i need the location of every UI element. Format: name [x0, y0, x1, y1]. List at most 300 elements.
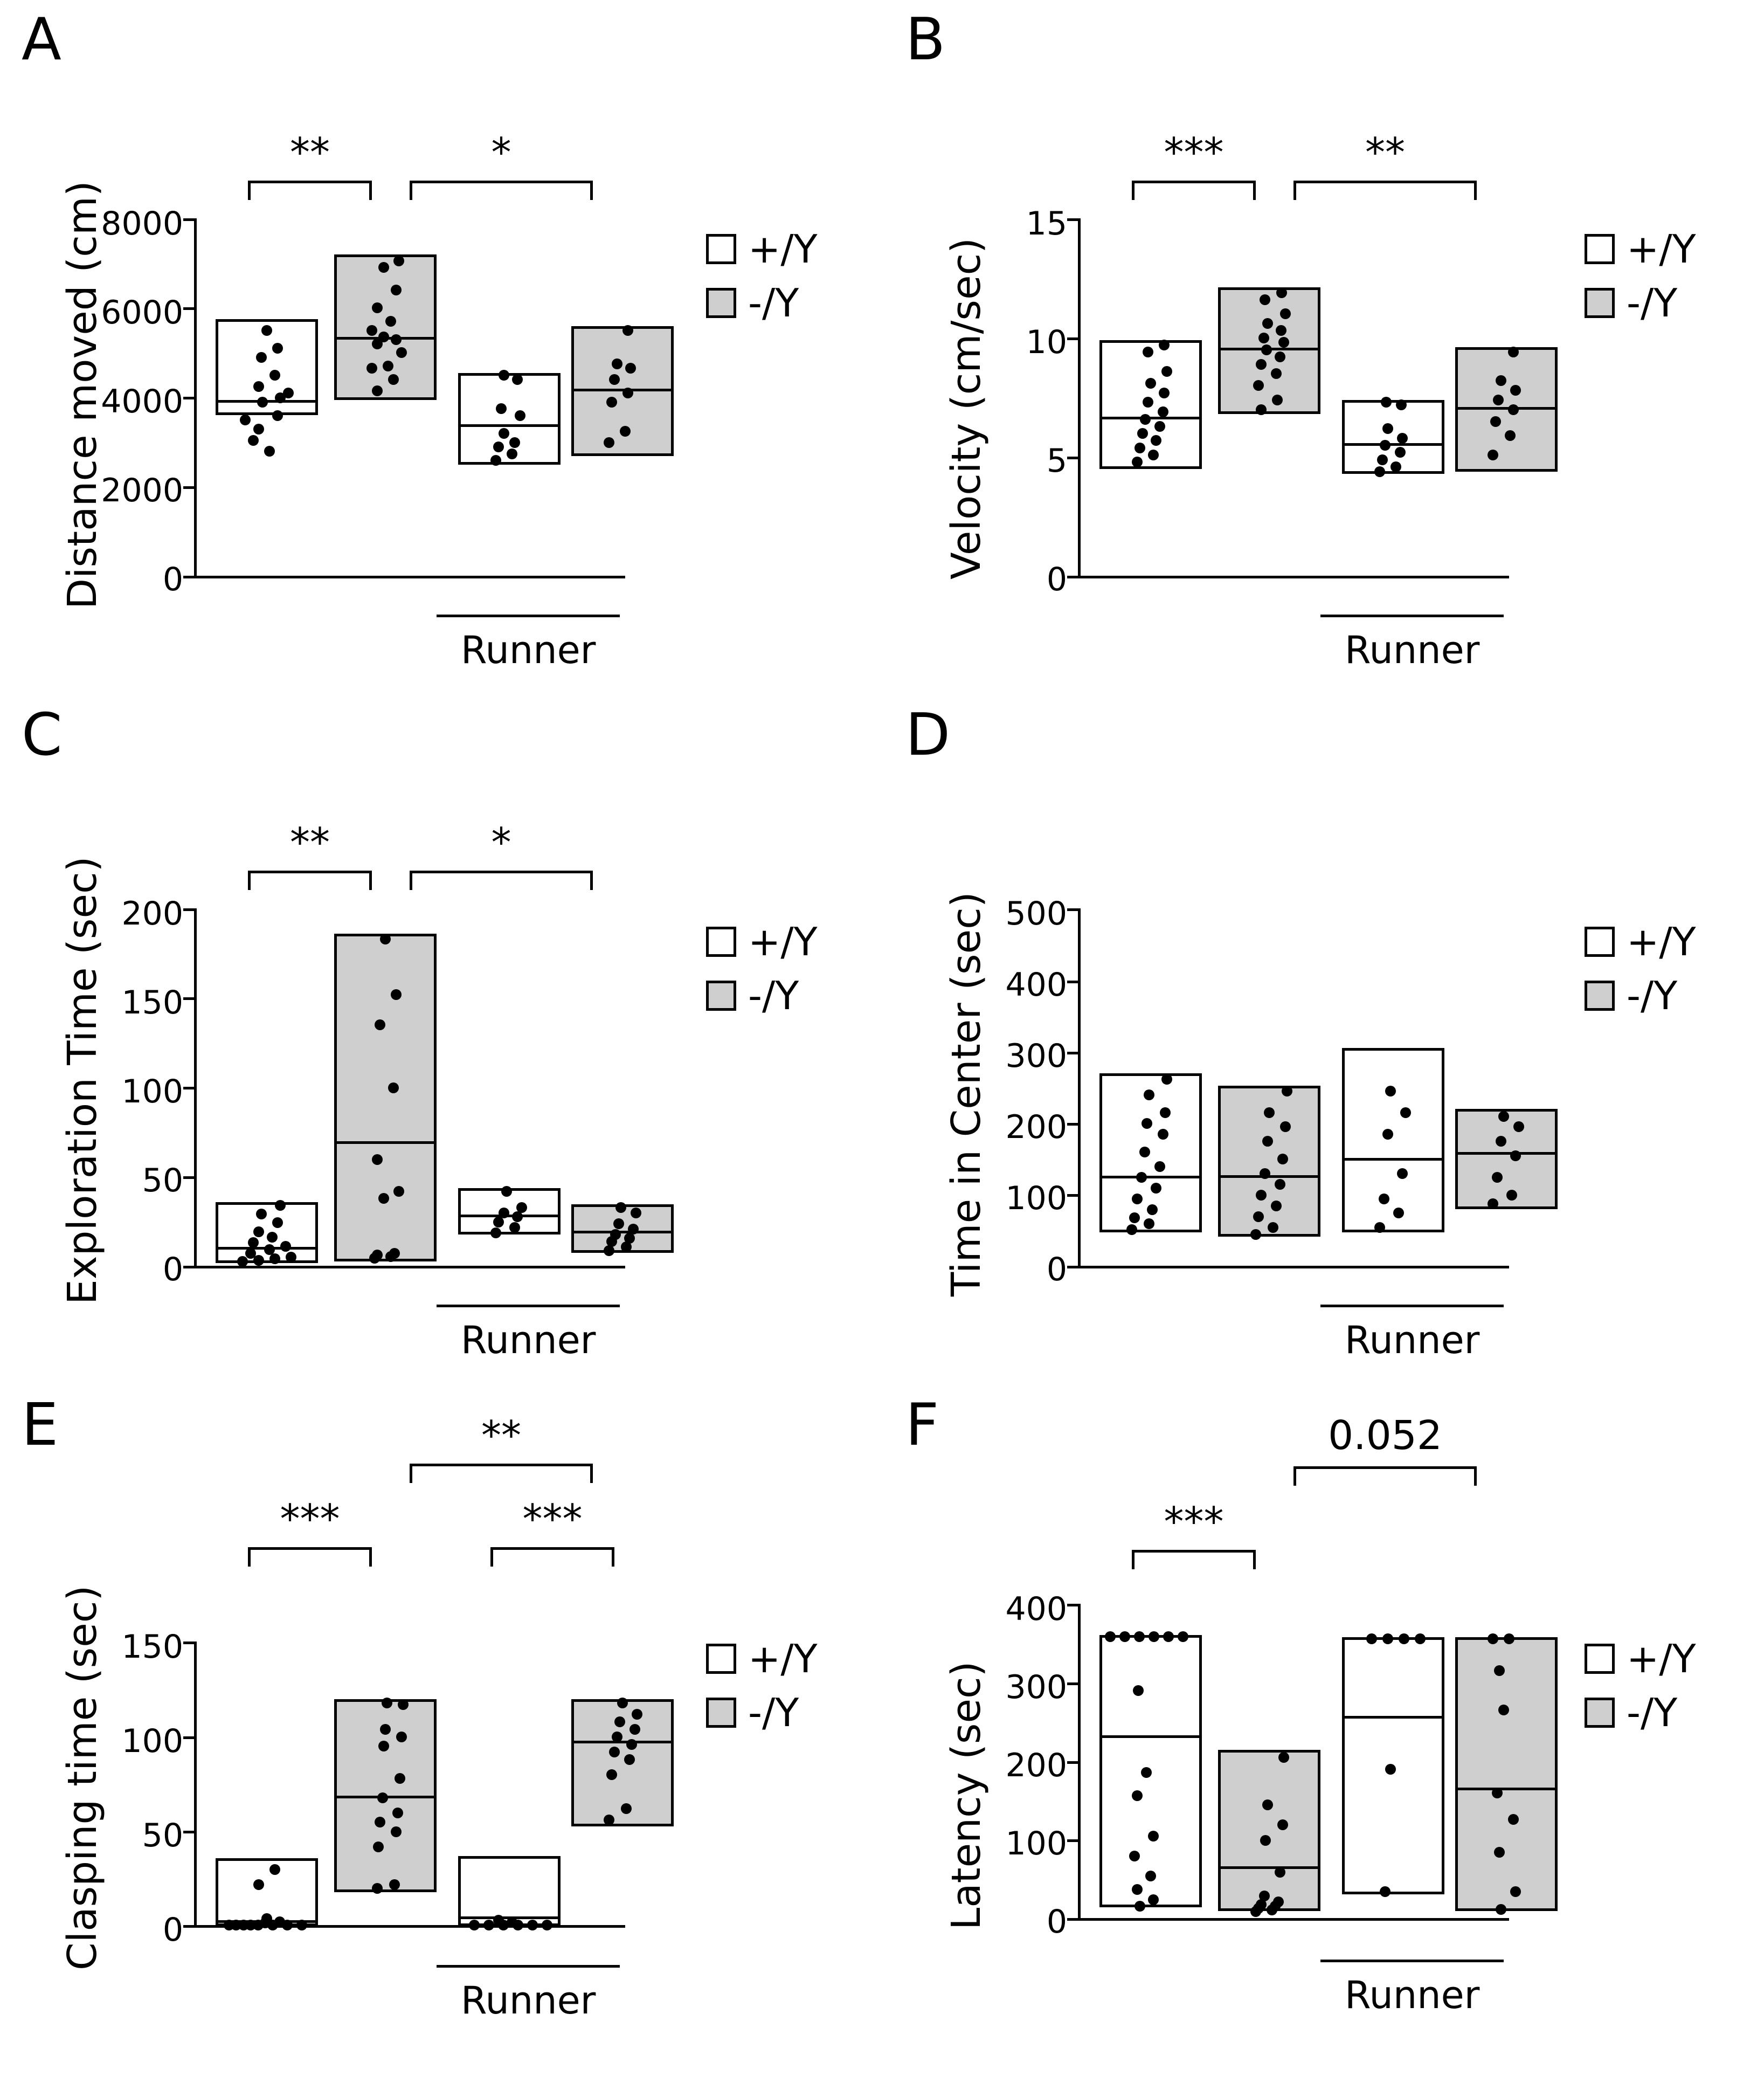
panel-b-point [1396, 399, 1407, 410]
panel-c-ytick-0 [183, 1266, 195, 1268]
panel-a-point [272, 343, 283, 354]
panel-e-point [527, 1920, 538, 1930]
panel-c-point [509, 1222, 520, 1233]
panel-b-point [1508, 404, 1519, 415]
legend-label: -/Y [748, 1690, 799, 1735]
panel-e-sig-label-1: *** [280, 1496, 340, 1542]
panel-d-point [1144, 1218, 1154, 1229]
panel-f-sig-label-1: *** [1164, 1499, 1224, 1545]
panel-e-point [377, 1792, 388, 1803]
panel-e-point [493, 1915, 504, 1926]
panel-d-point [1136, 1172, 1147, 1183]
legend-swatch-open-icon [706, 927, 736, 957]
panel-b-sig-label-1: *** [1164, 129, 1224, 176]
panel-a-ytick-label-1: 2000 [101, 472, 183, 509]
panel-d-box-wt-runner [1342, 1048, 1444, 1232]
panel-f-point [1277, 1819, 1288, 1830]
panel-d-ytick-5 [1067, 908, 1079, 911]
panel-b-point [1143, 397, 1153, 408]
legend-label: -/Y [1627, 973, 1678, 1018]
panel-e-point [629, 1724, 640, 1735]
panel-e-point [626, 1739, 637, 1750]
panel-a-point [283, 388, 294, 398]
panel-e-point [396, 1732, 407, 1742]
panel-d-point [1253, 1211, 1264, 1222]
panel-a-ytick-label-4: 8000 [101, 205, 183, 243]
panel-a-point [515, 410, 525, 421]
panel-a-point [393, 256, 404, 266]
panel-f-box-ko-runner [1455, 1637, 1558, 1911]
panel-b-point [1135, 443, 1145, 453]
panel-a-letter: A [22, 6, 61, 73]
panel-a-point [622, 325, 633, 336]
panel-f-ytick-2 [1067, 1761, 1079, 1764]
panel-d-point [1160, 1107, 1171, 1118]
legend-label: +/Y [748, 226, 818, 272]
panel-c-point [378, 1193, 389, 1204]
panel-c-median-wt-runner [458, 1215, 561, 1217]
panel-e-point [382, 1698, 392, 1708]
panel-d [884, 695, 1764, 1391]
panel-d-point [1492, 1172, 1503, 1183]
panel-c-point [393, 1186, 404, 1197]
panel-a-point [391, 285, 402, 295]
panel-b-point [1381, 397, 1392, 408]
panel-f-sig-bracket-top [1293, 1466, 1477, 1488]
panel-b-point [1280, 308, 1291, 319]
panel-d-ytick-4 [1067, 981, 1079, 983]
panel-e-point [253, 1879, 264, 1890]
legend-label: -/Y [748, 280, 799, 326]
panel-f-point [1163, 1631, 1174, 1642]
panel-d-point [1158, 1129, 1168, 1140]
panel-c-median-ko [334, 1141, 437, 1144]
panel-c-point [631, 1208, 641, 1218]
panel-b-median-wt [1099, 417, 1202, 419]
panel-c-point [516, 1202, 527, 1213]
panel-c-sig-bracket-1 [248, 871, 372, 892]
panel-b-point [1397, 433, 1408, 444]
panel-b-point [1258, 333, 1269, 343]
panel-a-point [383, 361, 393, 371]
panel-c-point [380, 934, 391, 944]
panel-b-runner-label: Runner [1345, 628, 1480, 672]
panel-d-point [1129, 1212, 1140, 1223]
panel-e-ytick-2 [183, 1736, 195, 1739]
panel-d-point [1139, 1147, 1150, 1157]
panel-b-point [1275, 351, 1285, 362]
panel-e-letter: E [22, 1391, 59, 1459]
panel-b-y-axis [1078, 218, 1081, 577]
panel-b-point [1395, 447, 1406, 458]
panel-c-runner-line [437, 1305, 620, 1307]
panel-a-point [499, 428, 509, 439]
panel-d-point [1262, 1136, 1273, 1147]
panel-d-y-axis-title: Time in Center (sec) [943, 892, 990, 1296]
panel-e-point [469, 1920, 480, 1930]
panel-b-point [1377, 454, 1388, 465]
panel-d-point [1142, 1118, 1152, 1129]
panel-b-point [1137, 428, 1148, 439]
panel-b-point [1261, 344, 1272, 355]
panel-f-ytick-label-4: 400 [1005, 1590, 1067, 1628]
panel-c-ytick-label-0: 0 [162, 1251, 183, 1288]
panel-d-point [1282, 1086, 1292, 1096]
panel-a-point [391, 334, 402, 345]
panel-d-point [1506, 1190, 1517, 1201]
panel-a-point [372, 302, 383, 313]
panel-d-point [1275, 1179, 1285, 1190]
legend-label: +/Y [748, 1636, 818, 1681]
panel-f-ytick-label-2: 200 [1005, 1747, 1067, 1784]
panel-e-sig-label-2: *** [522, 1496, 583, 1542]
panel-f-point [1278, 1752, 1289, 1763]
panel-b-point [1159, 388, 1170, 398]
panel-a-point [512, 374, 523, 385]
panel-c-point [624, 1233, 635, 1244]
panel-a-point [272, 410, 283, 421]
panel-c-ytick-1 [183, 1176, 195, 1179]
panel-d-point [1154, 1161, 1165, 1172]
panel-d-point [1498, 1111, 1509, 1122]
panel-b-point [1374, 466, 1385, 477]
panel-b-ytick-2 [1067, 337, 1079, 340]
panel-b-point [1391, 461, 1401, 472]
panel-e-point [245, 1920, 256, 1930]
panel-f-x-axis [1078, 1918, 1509, 1921]
legend-swatch-open-icon [1585, 234, 1615, 264]
panel-b-point [1271, 368, 1282, 379]
panel-b [884, 0, 1764, 695]
panel-b-runner-line [1320, 615, 1504, 617]
panel-d-median-wt-runner [1342, 1158, 1444, 1161]
panel-c-point [248, 1237, 259, 1248]
panel-e-point [606, 1769, 617, 1780]
panel-c-point [256, 1209, 267, 1219]
panel-e-point [604, 1815, 614, 1825]
panel-c-x-axis [194, 1266, 625, 1268]
panel-b-point [1158, 406, 1168, 417]
panel-d-point [1385, 1086, 1396, 1096]
panel-a-point [612, 358, 622, 369]
panel-a-point [620, 426, 631, 437]
panel-a-point [366, 363, 377, 374]
panel-b-point [1278, 337, 1289, 348]
legend-swatch-filled-icon [706, 981, 736, 1011]
panel-f-point [1129, 1851, 1140, 1861]
panel-e-runner-line [437, 1965, 620, 1968]
panel-d-point [1496, 1136, 1506, 1147]
legend-swatch-open-icon [1585, 927, 1615, 957]
legend-item-wt [706, 226, 818, 272]
legend-label: -/Y [1627, 1690, 1678, 1735]
panel-f-point [1132, 1790, 1143, 1801]
legend-swatch-open-icon [1585, 1644, 1615, 1674]
panel-f-point [1148, 1894, 1159, 1905]
panel-a-point [366, 325, 377, 336]
panel-d-runner-label: Runner [1345, 1318, 1480, 1362]
legend-swatch-open-icon [706, 1644, 736, 1674]
panel-d-ytick-2 [1067, 1123, 1079, 1126]
panel-c-point [245, 1248, 256, 1259]
panel-f-point [1145, 1871, 1156, 1881]
panel-a-point [490, 455, 501, 466]
panel-d-point [1147, 1204, 1158, 1215]
panel-d-point [1132, 1194, 1143, 1204]
panel-c-ytick-label-1: 50 [142, 1162, 183, 1199]
panel-a-point [269, 370, 280, 381]
panel-b-point [1256, 404, 1267, 415]
panel-e-point [617, 1698, 628, 1708]
panel-c-point [610, 1229, 621, 1240]
legend-swatch-filled-icon [706, 288, 736, 318]
panel-a-point [372, 385, 383, 396]
panel-b-x-axis [1078, 576, 1509, 578]
panel-c-point [237, 1256, 248, 1267]
panel-c-point [501, 1186, 512, 1197]
panel-e-median-ko-runner [571, 1741, 674, 1743]
panel-b-point [1490, 416, 1501, 427]
panel-d-point [1260, 1168, 1270, 1179]
panel-f-point [1260, 1835, 1271, 1846]
panel-f-point [1494, 1665, 1505, 1676]
panel-a-sig-bracket-2 [410, 181, 593, 202]
panel-f-y-axis-title: Latency (sec) [943, 1661, 990, 1930]
panel-b-sig-bracket-2 [1293, 181, 1477, 202]
panel-a-point [378, 332, 389, 342]
panel-e-point [378, 1741, 389, 1751]
panel-a-median-wt-runner [458, 424, 561, 427]
panel-f-median-ko [1218, 1866, 1320, 1869]
panel-b-point [1132, 457, 1143, 467]
panel-e-point [375, 1817, 385, 1827]
panel-a-point [496, 403, 507, 414]
panel-c-point [286, 1252, 296, 1263]
panel-a-ytick-4 [183, 218, 195, 221]
panel-a-point [609, 374, 620, 385]
panel-d-ytick-label-3: 300 [1005, 1037, 1067, 1075]
panel-b-point [1143, 347, 1153, 357]
panel-e-point [621, 1803, 632, 1814]
panel-f-point [1134, 1631, 1145, 1642]
panel-f-point [1498, 1705, 1509, 1715]
panel-d-y-axis [1078, 908, 1081, 1267]
panel-d-point [1393, 1208, 1404, 1218]
panel-a-point [240, 415, 251, 425]
panel-c-point [267, 1232, 278, 1243]
panel-e-sig-label-top: ** [481, 1412, 521, 1459]
panel-e-point [380, 1724, 391, 1735]
panel-e-ytick-label-2: 100 [121, 1722, 183, 1760]
panel-c-point [253, 1226, 264, 1237]
panel-c-point [512, 1211, 523, 1222]
panel-e-point [507, 1917, 517, 1928]
panel-d-ytick-label-1: 100 [1005, 1180, 1067, 1217]
panel-b-point [1161, 366, 1172, 377]
panel-c-letter: C [22, 701, 63, 769]
panel-a-ytick-2 [183, 397, 195, 399]
panel-e-point [389, 1879, 400, 1890]
panel-a-point [396, 347, 407, 358]
panel-a [0, 0, 884, 695]
panel-e-point [231, 1920, 241, 1930]
panel-d-point [1374, 1222, 1385, 1233]
panel-f-point [1508, 1814, 1519, 1825]
panel-a-point [253, 424, 264, 434]
panel-a-point [493, 442, 504, 452]
panel-d-ytick-0 [1067, 1266, 1079, 1268]
panel-b-point [1380, 440, 1391, 451]
panel-c-point [372, 1154, 383, 1165]
panel-b-point [1276, 325, 1286, 336]
panel-a-x-axis [194, 576, 625, 578]
panel-b-y-axis-title: Velocity (cm/sec) [943, 237, 990, 580]
panel-f-point [1366, 1633, 1377, 1644]
panel-b-sig-bracket-1 [1132, 181, 1256, 202]
panel-b-point [1508, 347, 1519, 357]
panel-d-ytick-label-0: 0 [1046, 1251, 1067, 1288]
panel-d-runner-line [1320, 1305, 1504, 1307]
panel-d-point [1271, 1201, 1282, 1211]
panel-c-ytick-label-4: 200 [121, 895, 183, 933]
panel-a-point [385, 316, 396, 327]
legend-item-wt [706, 1636, 818, 1681]
panel-f-point [1149, 1631, 1159, 1642]
panel-a-point [264, 446, 275, 457]
legend-swatch-filled-icon [1585, 288, 1615, 318]
panel-b-ytick-0 [1067, 576, 1079, 578]
panel-e [0, 1391, 884, 2076]
panel-e-point [624, 1754, 635, 1765]
panel-f-point [1496, 1904, 1506, 1915]
panel-d-point [1126, 1224, 1137, 1235]
panel-a-y-axis-title: Distance moved (cm) [59, 181, 106, 609]
panel-f-point [1178, 1631, 1188, 1642]
panel-b-point [1493, 395, 1504, 405]
panel-a-point [248, 435, 259, 446]
panel-b-point [1382, 423, 1393, 434]
panel-e-sig-bracket-1 [248, 1547, 372, 1569]
panel-a-point [622, 388, 633, 398]
panel-a-point [625, 363, 636, 374]
panel-f-runner-label: Runner [1345, 1973, 1480, 2017]
panel-e-ytick-label-1: 50 [142, 1817, 183, 1854]
panel-f-sig-bracket-1 [1132, 1550, 1256, 1571]
panel-e-ytick-0 [183, 1925, 195, 1928]
panel-c [0, 695, 884, 1391]
panel-a-point [388, 374, 399, 385]
panel-e-box-wt-runner [458, 1856, 561, 1926]
panel-c-median-ko-runner [571, 1231, 674, 1233]
panel-e-point [614, 1716, 625, 1727]
panel-c-box-ko [334, 934, 437, 1261]
panel-c-point [375, 1019, 385, 1030]
panel-f-point [1510, 1886, 1521, 1897]
legend-item-ko [706, 280, 799, 326]
panel-a-ytick-label-0: 0 [162, 561, 183, 598]
panel-d-point [1250, 1229, 1261, 1240]
panel-f-point [1141, 1767, 1152, 1778]
legend-label: +/Y [1627, 919, 1696, 964]
panel-f-point [1415, 1633, 1426, 1644]
panel-b-point [1272, 395, 1283, 405]
panel-c-sig-bracket-2 [410, 871, 593, 892]
panel-d-point [1379, 1194, 1389, 1204]
panel-e-ytick-label-0: 0 [162, 1911, 183, 1949]
panel-c-point [389, 1248, 400, 1259]
panel-a-point [378, 262, 389, 273]
legend-item-ko [1585, 1690, 1677, 1735]
panel-d-point [1382, 1129, 1393, 1140]
panel-a-point [606, 397, 617, 408]
panel-f-ytick-label-0: 0 [1046, 1903, 1067, 1941]
panel-f-median-ko-runner [1455, 1788, 1558, 1790]
panel-c-ytick-2 [183, 1087, 195, 1089]
panel-f-point [1488, 1633, 1498, 1644]
panel-d-point [1400, 1107, 1411, 1118]
panel-d-point [1151, 1183, 1161, 1194]
panel-e-ytick-label-3: 150 [121, 1628, 183, 1666]
panel-a-sig-label-1: ** [290, 129, 330, 176]
legend-item-wt [1585, 226, 1696, 272]
panel-d-ytick-3 [1067, 1052, 1079, 1054]
panel-d-letter: D [905, 701, 951, 769]
panel-a-runner-line [437, 615, 620, 617]
panel-d-point [1161, 1074, 1172, 1085]
panel-b-ytick-label-2: 10 [1026, 323, 1067, 361]
legend-label: +/Y [748, 919, 818, 964]
panel-d-ytick-label-4: 400 [1005, 966, 1067, 1004]
panel-d-x-axis [1078, 1266, 1509, 1268]
legend-item-ko [706, 1690, 799, 1735]
panel-b-median-wt-runner [1342, 443, 1444, 446]
panel-e-sig-bracket-2 [490, 1547, 614, 1569]
panel-a-ytick-0 [183, 576, 195, 578]
panel-f-ytick-3 [1067, 1682, 1079, 1685]
panel-c-point [391, 989, 402, 1000]
panel-e-sig-bracket-top [410, 1464, 593, 1485]
legend-item-ko [1585, 280, 1677, 326]
panel-d-point [1268, 1222, 1278, 1233]
legend-item-wt [706, 919, 818, 964]
panel-c-y-axis-title: Exploration Time (sec) [59, 856, 106, 1305]
panel-f-point [1133, 1685, 1144, 1696]
panel-a-point [509, 437, 520, 448]
panel-a-ytick-label-2: 4000 [101, 383, 183, 420]
panel-f-point [1135, 1901, 1145, 1912]
panel-b-point [1496, 375, 1506, 386]
panel-c-ytick-label-2: 100 [121, 1073, 183, 1111]
legend-item-wt [1585, 919, 1696, 964]
panel-d-point [1144, 1089, 1154, 1100]
panel-d-point [1513, 1121, 1524, 1132]
panel-f-point [1259, 1891, 1270, 1901]
panel-c-point [275, 1200, 286, 1211]
panel-f-point [1399, 1633, 1409, 1644]
panel-e-point [632, 1709, 642, 1720]
panel-d-point [1510, 1150, 1521, 1161]
panel-c-ytick-3 [183, 997, 195, 1000]
panel-d-point [1397, 1168, 1408, 1179]
panel-c-point [613, 1218, 624, 1229]
legend-item-ko [706, 973, 799, 1018]
panel-a-point [261, 325, 272, 336]
panel-b-point [1148, 450, 1159, 460]
panel-a-point [604, 437, 614, 448]
panel-e-point [392, 1808, 403, 1818]
legend-label: -/Y [1627, 280, 1678, 326]
panel-b-point [1262, 318, 1273, 329]
